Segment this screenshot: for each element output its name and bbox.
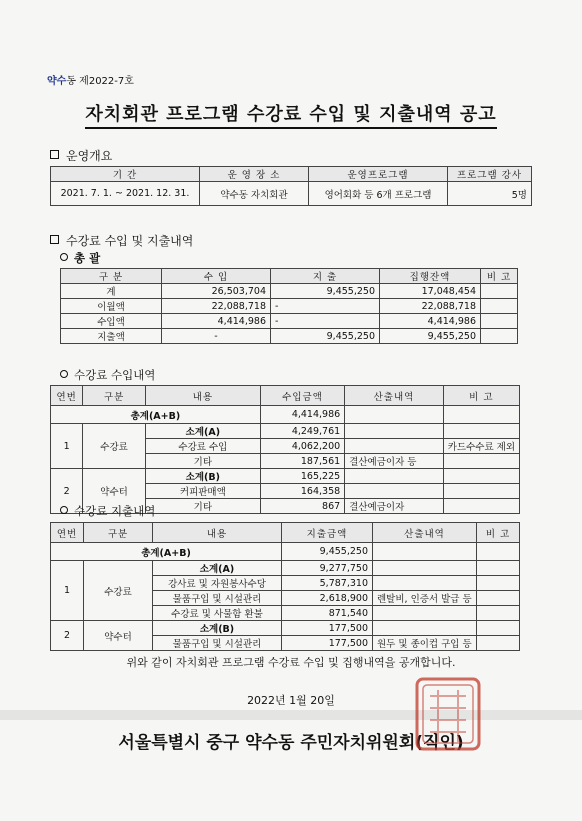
item-detail: 결산예금이자 bbox=[345, 499, 444, 514]
item-note bbox=[477, 576, 520, 591]
item-label: 소계(B) bbox=[145, 469, 260, 484]
col-header: 연번 bbox=[51, 523, 84, 543]
col-header: 내용 bbox=[145, 386, 260, 406]
item-detail bbox=[373, 561, 477, 576]
col-header: 비 고 bbox=[477, 523, 520, 543]
expense-heading: 수강료 지출내역 bbox=[60, 503, 155, 519]
item-label: 기타 bbox=[145, 499, 260, 514]
item-label: 소계(B) bbox=[153, 621, 282, 636]
cell-period: 2021. 7. 1. ~ 2021. 12. 31. bbox=[51, 182, 200, 206]
table-row-label: 계 bbox=[61, 284, 162, 299]
col-header: 집행잔액 bbox=[380, 269, 481, 284]
summary-table bbox=[60, 268, 518, 344]
item-detail bbox=[373, 606, 477, 621]
cell-note bbox=[481, 329, 518, 344]
circle-bullet-icon bbox=[60, 370, 68, 378]
item-note bbox=[477, 606, 520, 621]
cell-expense: - bbox=[271, 314, 380, 329]
item-detail bbox=[345, 424, 444, 439]
doc-number-brand: 약수 bbox=[47, 76, 67, 87]
item-detail: 결산예금이자 등 bbox=[345, 454, 444, 469]
cell-income: 26,503,704 bbox=[162, 284, 271, 299]
item-note bbox=[443, 454, 519, 469]
official-seal-icon bbox=[414, 676, 482, 752]
table-row-label: 지출액 bbox=[61, 329, 162, 344]
col-header: 연번 bbox=[51, 386, 83, 406]
empty-cell bbox=[443, 406, 519, 424]
item-detail bbox=[373, 576, 477, 591]
cell-balance: 22,088,718 bbox=[380, 299, 481, 314]
income-table bbox=[50, 385, 520, 514]
item-note bbox=[443, 424, 519, 439]
item-amount: 187,561 bbox=[260, 454, 344, 469]
cell-program: 영어회화 등 6개 프로그램 bbox=[309, 182, 448, 206]
section-overview-heading: 운영개요 bbox=[50, 147, 112, 164]
item-label: 소계(A) bbox=[145, 424, 260, 439]
item-amount: 4,249,761 bbox=[260, 424, 344, 439]
item-detail: 원두 및 종이컵 구입 등 bbox=[373, 636, 477, 651]
item-amount: 165,225 bbox=[260, 469, 344, 484]
cell-balance: 9,455,250 bbox=[380, 329, 481, 344]
item-detail bbox=[373, 621, 477, 636]
group-number: 1 bbox=[51, 424, 83, 469]
page-title: 자치회관 프로그램 수강료 수입 및 지출내역 공고 bbox=[0, 100, 582, 126]
total-value: 4,414,986 bbox=[260, 406, 344, 424]
col-header: 구분 bbox=[84, 523, 153, 543]
item-label: 수강료 수입 bbox=[145, 439, 260, 454]
col-header: 비 고 bbox=[443, 386, 519, 406]
empty-cell bbox=[373, 543, 477, 561]
item-note: 카드수수료 제외 bbox=[443, 439, 519, 454]
cell-note bbox=[481, 299, 518, 314]
cell-place: 약수동 자치회관 bbox=[200, 182, 309, 206]
group-number: 2 bbox=[51, 621, 84, 651]
col-header: 운영프로그램 bbox=[309, 167, 448, 182]
circle-bullet-icon bbox=[60, 506, 68, 514]
cell-instructors: 5명 bbox=[448, 182, 532, 206]
overview-table bbox=[50, 166, 532, 206]
cell-expense: 9,455,250 bbox=[271, 329, 380, 344]
table-row-label: 수입액 bbox=[61, 314, 162, 329]
item-label: 기타 bbox=[145, 454, 260, 469]
cell-expense: - bbox=[271, 299, 380, 314]
item-detail bbox=[345, 439, 444, 454]
item-detail bbox=[345, 484, 444, 499]
empty-cell bbox=[345, 406, 444, 424]
col-header: 구분 bbox=[83, 386, 146, 406]
square-bullet-icon bbox=[50, 150, 59, 159]
group-name: 약수터 bbox=[83, 469, 146, 514]
item-note bbox=[477, 621, 520, 636]
item-amount: 2,618,900 bbox=[282, 591, 373, 606]
item-note bbox=[477, 561, 520, 576]
item-note bbox=[443, 484, 519, 499]
col-header: 수 입 bbox=[162, 269, 271, 284]
scan-band bbox=[0, 710, 582, 720]
item-label: 소계(A) bbox=[153, 561, 282, 576]
cell-balance: 4,414,986 bbox=[380, 314, 481, 329]
disclosure-notice: 위와 같이 자치회관 프로그램 수강료 수입 및 집행내역을 공개합니다. bbox=[126, 656, 456, 669]
cell-income: 4,414,986 bbox=[162, 314, 271, 329]
group-name: 수강료 bbox=[83, 424, 146, 469]
income-heading: 수강료 수입내역 bbox=[60, 367, 155, 383]
cell-income: 22,088,718 bbox=[162, 299, 271, 314]
total-label: 총계(A+B) bbox=[51, 406, 261, 424]
item-note bbox=[477, 591, 520, 606]
cell-income: - bbox=[162, 329, 271, 344]
square-bullet-icon bbox=[50, 235, 59, 244]
item-label: 물품구입 및 시설관리 bbox=[153, 636, 282, 651]
item-amount: 5,787,310 bbox=[282, 576, 373, 591]
item-note bbox=[443, 469, 519, 484]
item-amount: 871,540 bbox=[282, 606, 373, 621]
summary-heading: 총 괄 bbox=[60, 250, 100, 266]
group-name: 수강료 bbox=[84, 561, 153, 621]
col-header: 운 영 장 소 bbox=[200, 167, 309, 182]
item-label: 물품구입 및 시설관리 bbox=[153, 591, 282, 606]
item-amount: 177,500 bbox=[282, 636, 373, 651]
table-row-label: 이월액 bbox=[61, 299, 162, 314]
cell-balance: 17,048,454 bbox=[380, 284, 481, 299]
col-header: 지 출 bbox=[271, 269, 380, 284]
section-income-expense-heading: 수강료 수입 및 지출내역 bbox=[50, 232, 193, 249]
col-header: 프로그램 강사 bbox=[448, 167, 532, 182]
total-value: 9,455,250 bbox=[282, 543, 373, 561]
circle-bullet-icon bbox=[60, 253, 68, 261]
col-header: 산출내역 bbox=[345, 386, 444, 406]
organization-name: 서울특별시 중구 약수동 주민자치위원회(직인) bbox=[118, 733, 464, 753]
item-amount: 9,277,750 bbox=[282, 561, 373, 576]
col-header: 기 간 bbox=[51, 167, 200, 182]
col-header: 내용 bbox=[153, 523, 282, 543]
item-label: 수강료 및 사물함 환불 bbox=[153, 606, 282, 621]
col-header: 비 고 bbox=[481, 269, 518, 284]
col-header: 수입금액 bbox=[260, 386, 344, 406]
document-number bbox=[47, 72, 134, 87]
item-note bbox=[443, 499, 519, 514]
empty-cell bbox=[477, 543, 520, 561]
item-amount: 177,500 bbox=[282, 621, 373, 636]
cell-note bbox=[481, 284, 518, 299]
item-label: 커피판매액 bbox=[145, 484, 260, 499]
notice-date: 2022년 1월 20일 bbox=[247, 694, 335, 707]
group-number: 1 bbox=[51, 561, 84, 621]
cell-note bbox=[481, 314, 518, 329]
group-name: 약수터 bbox=[84, 621, 153, 651]
item-amount: 4,062,200 bbox=[260, 439, 344, 454]
col-header: 구 분 bbox=[61, 269, 162, 284]
item-amount: 164,358 bbox=[260, 484, 344, 499]
cell-expense: 9,455,250 bbox=[271, 284, 380, 299]
item-detail: 렌탈비, 인증서 발급 등 bbox=[373, 591, 477, 606]
group-number: 2 bbox=[51, 469, 83, 514]
col-header: 지출금액 bbox=[282, 523, 373, 543]
col-header: 산출내역 bbox=[373, 523, 477, 543]
item-detail bbox=[345, 469, 444, 484]
item-label: 강사료 및 자원봉사수당 bbox=[153, 576, 282, 591]
doc-number-rest: 동 제2022-7호 bbox=[66, 76, 134, 87]
item-amount: 867 bbox=[260, 499, 344, 514]
item-note bbox=[477, 636, 520, 651]
total-label: 총계(A+B) bbox=[51, 543, 282, 561]
expense-table bbox=[50, 522, 520, 651]
